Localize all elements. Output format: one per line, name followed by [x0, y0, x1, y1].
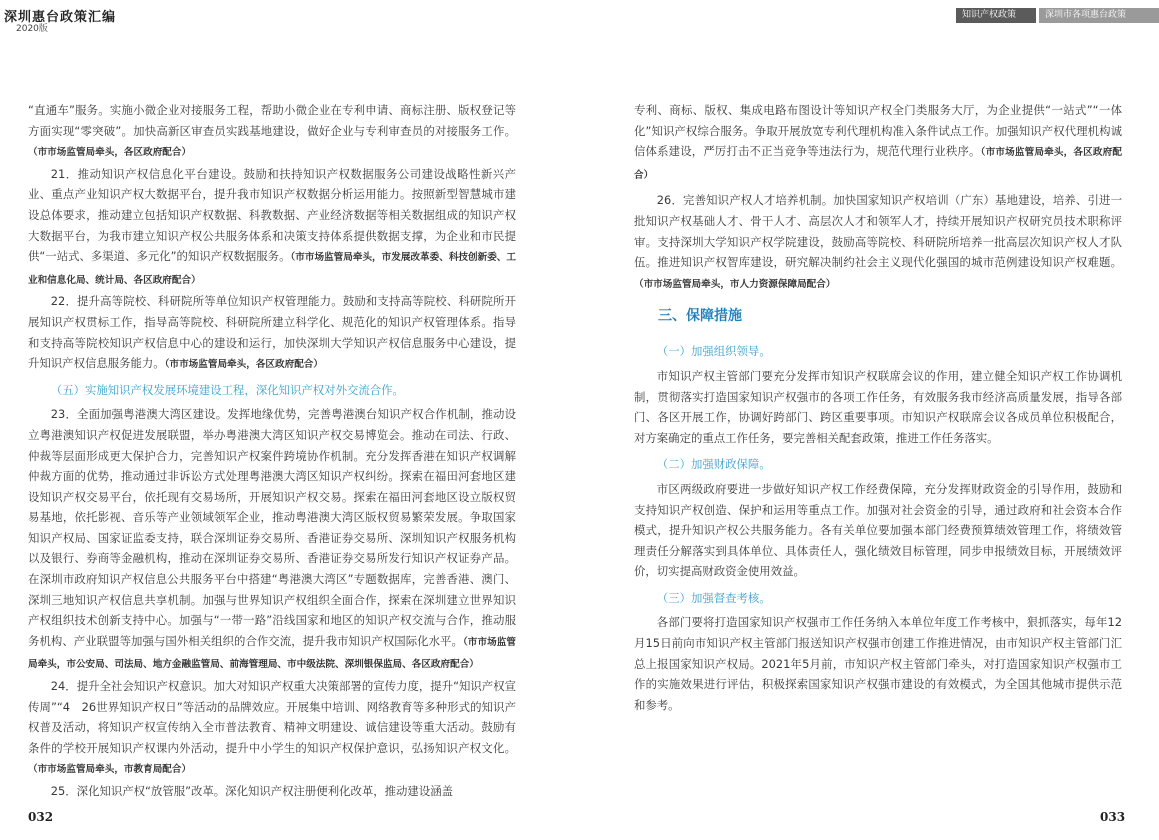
paragraph-text: 25．深化知识产权“放管服”改革。深化知识产权注册便利化改革，推动建设涵盖: [50, 784, 453, 798]
responsible-departments: （市市场监管局牵头，市发展改革委、科技创新委、工业和信息化局、统计局、各区政府配合）: [28, 252, 517, 286]
responsible-departments: （市市场监管局牵头，各区政府配合）: [634, 147, 1122, 181]
paragraph-text: 26．完善知识产权人才培养机制。加快国家知识产权培训（广东）基地建设，培养、引进一批知识产权基础人才、骨干人才、高层次人才和领军人才，持续开展知识产权研究员技术职称评审。支持深圳大学知识产权学院建设，鼓励高等院校、科研院所培养一批高层次知识产权人才队伍。推进知识产权智库建设，研究解决制约社会主义现代化强国的城市范例建设知识产权难题。: [634, 193, 1122, 270]
publication-edition: 2020版: [16, 24, 48, 34]
paragraph: 市区两级政府要进一步做好知识产权工作经费保障，充分发挥财政资金的引导作用，鼓励和支持知识产权创造、保护和运用等重点工作。加强对社会资金的引导，通过政府和社会资本合作模式，提升知识产权公共服务能力。各有关单位要加强本部门经费预算绩效管理工作，将绩效管理责任分解落实到具体单位、具体责任人，强化绩效目标管理，同步申报绩效目标，开展绩效评价，切实提高财政资金使用效益。: [634, 481, 1122, 579]
tab-shenzhen-policies: 深圳市各项惠台政策: [1039, 8, 1159, 23]
paragraph: [28, 404, 516, 676]
responsible-departments: （市市场监管局牵头，市人力资源保障局配合）: [634, 278, 836, 290]
tab-ip-policy: 知识产权政策: [956, 8, 1036, 23]
paragraph-text: 专利、商标、版权、集成电路布图设计等知识产权全门类服务大厅，为企业提供“一站式”“一体化”知识产权综合服务。争取开展放宽专利代理机构准入条件试点工作。加强知识产权代理机构诚信体系建设，严厉打击不正当竞争等违法行为，规范代理行业秩序。: [634, 103, 1122, 159]
subsection-heading: （一）加强组织领导。: [656, 344, 771, 359]
paragraph-text: 24．提升全社会知识产权意识。加大对知识产权重大决策部署的宣传力度，提升“知识产权宣传周”“4 26世界知识产权日”等活动的品牌效应。开展集中培训、网络教育等多种形式的知识产权普及活动，将知识产权宣传纳入全市普法教育、精神文明建设、诚信建设等重大活动。鼓励有条件的学校开展知识产权课内外活动，提升中小学生的知识产权保护意识，弘扬知识产权文化。: [28, 679, 516, 755]
paragraph: 市知识产权主管部门要充分发挥市知识产权联席会议的作用，建立健全知识产权工作协调机制，贯彻落实打造国家知识产权强市的各项工作任务，有效服务我市经济高质量发展，指导各部门、各区开展工作，协调好跨部门、跨区重要事项。市知识产权联席会议各成员单位积极配合，对方案确定的重点工作任务，要完善相关配套政策，推进工作任务落实。: [634, 368, 1122, 445]
publication-title: 深圳惠台政策汇编: [4, 10, 117, 25]
paragraph: [28, 781, 516, 802]
paragraph: [28, 291, 516, 375]
subsection-heading: （三）加强督查考核。: [656, 590, 771, 605]
responsible-departments: （市市场监管局牵头，各区政府配合）: [28, 147, 192, 159]
paragraph-text: 21．推动知识产权信息化平台建设。鼓励和扶持知识产权数据服务公司建设战略性新兴产业、重点产业知识产权大数据平台，提升我市知识产权数据分析运用能力。按照新型智慧城市建设总体要求，推动建立包括知识产权数据、科教数据、产业经济数据等相关数据组成的知识产权大数据平台，为我市建立知识产权公共服务体系和决策支持体系提供数据支撑，为企业和市民提供“一站式、多渠道、多元化”的知识产权数据服务。: [28, 166, 516, 264]
paragraph: [28, 676, 516, 781]
paragraph-text: “直通车”服务。实施小微企业对接服务工程，帮助小微企业在专利申请、商标注册、版权登记等方面实现“零突破”。加快高新区审查员实践基地建设，做好企业与专利审查员的对接服务工作。: [28, 103, 516, 138]
right-page: [634, 100, 1122, 715]
paragraph: [634, 190, 1122, 295]
page-number-left: 032: [28, 810, 54, 824]
subsection-heading: （二）加强财政保障。: [656, 457, 771, 472]
paragraph: [28, 164, 516, 292]
responsible-departments: （市市场监管局牵头，各区政府配合）: [164, 359, 323, 371]
section-heading: 三、保障措施: [658, 308, 742, 325]
subsection-heading: （五）实施知识产权发展环境建设工程，深化知识产权对外交流合作。: [50, 382, 404, 397]
responsible-departments: （市市场监管局牵头，市公安局、司法局、地方金融监管局、前海管理局、市中级法院、深圳银保监局、各区政府配合）: [28, 636, 516, 671]
paragraph-text: 23．全面加强粤港澳大湾区建设。发挥地缘优势，完善粤港澳台知识产权合作机制，推动设立粤港澳知识产权促进发展联盟，举办粤港澳大湾区知识产权交易博览会。推动在司法、行政、仲裁等层面形成更大保护合力，完善知识产权案件跨境协作机制。充分发挥香港在知识产权调解仲裁方面的优势，推动通过非诉讼方式处理粤港澳大湾区知识产权纠纷。探索在福田河套地区建设知识产权交易平台，依托现有交易场所，开展知识产权交易。探索在福田河套地区设立版权贸易基地，依托影视、音乐等产业领域领军企业，推动粤港澳大湾区版权贸易繁荣发展。争取国家知识产权局、国家证监委支持，联合深圳证券交易所、香港证券交易所、深圳知识产权服务机构以及银行、券商等金融机构，推动在深圳证券交易所、香港证券交易所发行知识产权证券产品。在深圳市政府知识产权信息公共服务平台中搭建“粤港澳大湾区”专题数据库，完善香港、澳门、深圳三地知识产权信息共享机制。加强与世界知识产权组织全面合作，探索在深圳建立世界知识产权组织技术创新支持中心。加强与“一带一路”沿线国家和地区的知识产权交流与合作，推动服务机构、产业联盟等加强与国外相关组织的合作交流，提升我市知识产权国际化水平。: [28, 407, 516, 648]
paragraph: 各部门要将打造国家知识产权强市工作任务纳入本单位年度工作考核中，狠抓落实，每年12月15日前向市知识产权主管部门报送知识产权强市创建工作推进情况，由市知识产权主管部门汇总上报国家知识产权局。2021年5月前，市知识产权主管部门牵头，对打造国家知识产权强市工作的实施效果进行评估，积极探索国家知识产权强市建设的有效模式，为全国其他城市提供示范和参考。: [634, 615, 1122, 712]
paragraph: [634, 100, 1122, 186]
page-number-right: 033: [1100, 810, 1126, 824]
header-tabs: [956, 8, 1159, 23]
responsible-departments: （市市场监管局牵头，市教育局配合）: [28, 764, 192, 776]
paragraph-text: 22．提升高等院校、科研院所等单位知识产权管理能力。鼓励和支持高等院校、科研院所开展知识产权贯标工作，指导高等院校、科研院所建立科学化、规范化的知识产权管理体系。指导和支持高等院校知识产权信息中心的建设和运行，加快深圳大学知识产权信息服务中心建设，提升知识产权信息服务能力。: [28, 294, 516, 371]
left-page: [28, 100, 516, 802]
paragraph: [28, 100, 516, 164]
